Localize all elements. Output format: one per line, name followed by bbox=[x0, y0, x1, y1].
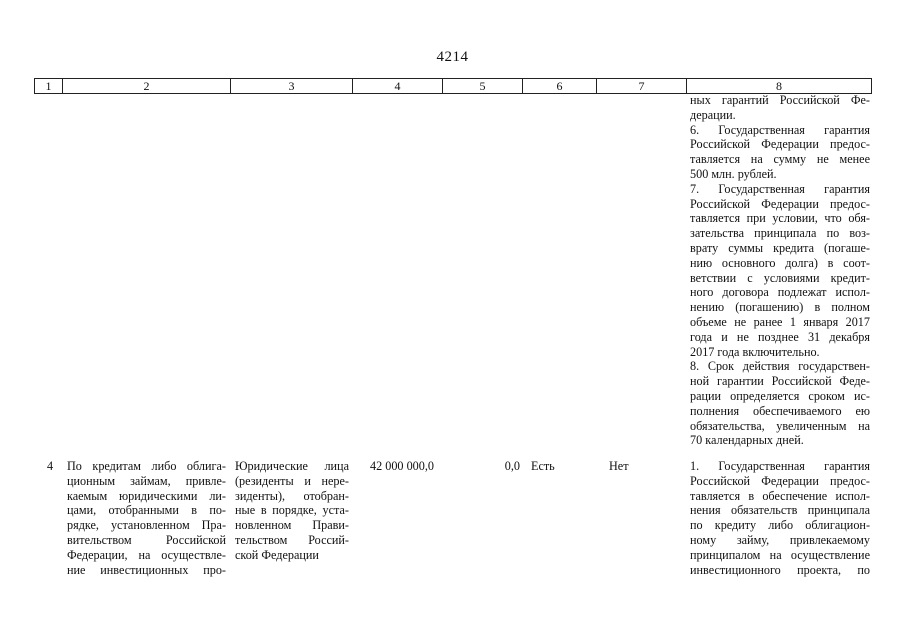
text-line: нения обязательств принципала bbox=[690, 503, 870, 518]
header-col-3: 3 bbox=[230, 79, 352, 93]
text-line: каемым юридическими ли- bbox=[67, 488, 226, 503]
text-line: 8. Срок действия государствен- bbox=[690, 359, 870, 374]
row4-col5-amount: 0,0 bbox=[504, 459, 520, 473]
text-line: тавляется на сумму не менее bbox=[690, 152, 870, 167]
text-line: ской Федерации bbox=[235, 547, 319, 562]
text-line: дерации. bbox=[690, 107, 736, 122]
text-line: ветствии с условиями кредит- bbox=[690, 270, 870, 285]
text-line: объеме не ранее 1 января 2017 bbox=[690, 314, 870, 329]
text-line: нию основного долга) в соот- bbox=[690, 255, 870, 270]
text-line: ные в порядке, уста- bbox=[235, 503, 349, 518]
row4-col6-flag: Есть bbox=[531, 459, 555, 473]
text-line: врату суммы кредита (погаше- bbox=[690, 240, 870, 255]
header-col-6: 6 bbox=[522, 79, 596, 93]
text-line: Российской Федерации предос- bbox=[690, 196, 870, 211]
text-line: рации определяется сроком ис- bbox=[690, 388, 870, 403]
text-line: рядке, установленном Пра- bbox=[67, 518, 226, 533]
row4-col1-number: 4 bbox=[47, 459, 54, 473]
header-col-4: 4 bbox=[352, 79, 442, 93]
text-line: инвестиционного проекта, по bbox=[690, 562, 870, 577]
header-col-8: 8 bbox=[686, 79, 872, 93]
text-line: вительством Российской bbox=[67, 532, 226, 547]
row4-col7-flag: Нет bbox=[609, 459, 629, 473]
text-line: ной гарантии Российской Феде- bbox=[690, 374, 870, 389]
row4-col3-recipients bbox=[235, 459, 349, 563]
page-number: 4214 bbox=[436, 49, 469, 65]
text-line: обязательства, увеличенным на bbox=[690, 418, 870, 433]
text-line: ционным займам, привле- bbox=[67, 473, 226, 488]
text-line: новленном Прави- bbox=[235, 518, 349, 533]
text-line: полнения обеспечиваемого ею bbox=[690, 403, 870, 418]
header-col-1: 1 bbox=[34, 79, 62, 93]
text-line: Федерации, на осуществле- bbox=[67, 547, 226, 562]
text-line: По кредитам либо облига- bbox=[67, 459, 226, 473]
text-line: Юридические лица bbox=[235, 459, 349, 473]
text-line: нению (погашению) в полном bbox=[690, 300, 870, 315]
row4-col4-amount: 42 000 000,0 bbox=[370, 459, 434, 473]
text-line: тавляется при условии, что обя- bbox=[690, 211, 870, 226]
text-line: 7. Государственная гарантия bbox=[690, 181, 870, 196]
text-line: 6. Государственная гарантия bbox=[690, 122, 870, 137]
text-line: ние инвестиционных про- bbox=[67, 562, 226, 577]
table-header-row bbox=[34, 78, 872, 94]
text-line: 500 млн. рублей. bbox=[690, 166, 777, 181]
text-line: тавляется в обеспечение испол- bbox=[690, 488, 870, 503]
text-line: ного договора подлежат испол- bbox=[690, 285, 870, 300]
text-line: зательства принципала по воз- bbox=[690, 226, 870, 241]
continuation-col8 bbox=[690, 93, 870, 448]
text-line: тельством Россий- bbox=[235, 532, 349, 547]
text-line: года и не позднее 31 декабря bbox=[690, 329, 870, 344]
text-line: по кредиту либо облигацион- bbox=[690, 518, 870, 533]
header-col-5: 5 bbox=[442, 79, 522, 93]
text-line: 70 календарных дней. bbox=[690, 433, 804, 448]
text-line: 1. Государственная гарантия bbox=[690, 459, 870, 473]
text-line: зиденты), отобран- bbox=[235, 488, 349, 503]
row4-col2-description bbox=[67, 459, 226, 577]
header-col-2: 2 bbox=[62, 79, 230, 93]
text-line: принципалом на осуществление bbox=[690, 547, 870, 562]
text-line: Российской Федерации предос- bbox=[690, 137, 870, 152]
text-line: цами, отобранными в по- bbox=[67, 503, 226, 518]
text-line: ному займу, привлекаемому bbox=[690, 532, 870, 547]
header-col-7: 7 bbox=[596, 79, 686, 93]
text-line: ных гарантий Российской Фе- bbox=[690, 93, 870, 107]
row4-col8-conditions bbox=[690, 459, 870, 577]
text-line: Российской Федерации предос- bbox=[690, 473, 870, 488]
text-line: (резиденты и нере- bbox=[235, 473, 349, 488]
text-line: 2017 года включительно. bbox=[690, 344, 820, 359]
